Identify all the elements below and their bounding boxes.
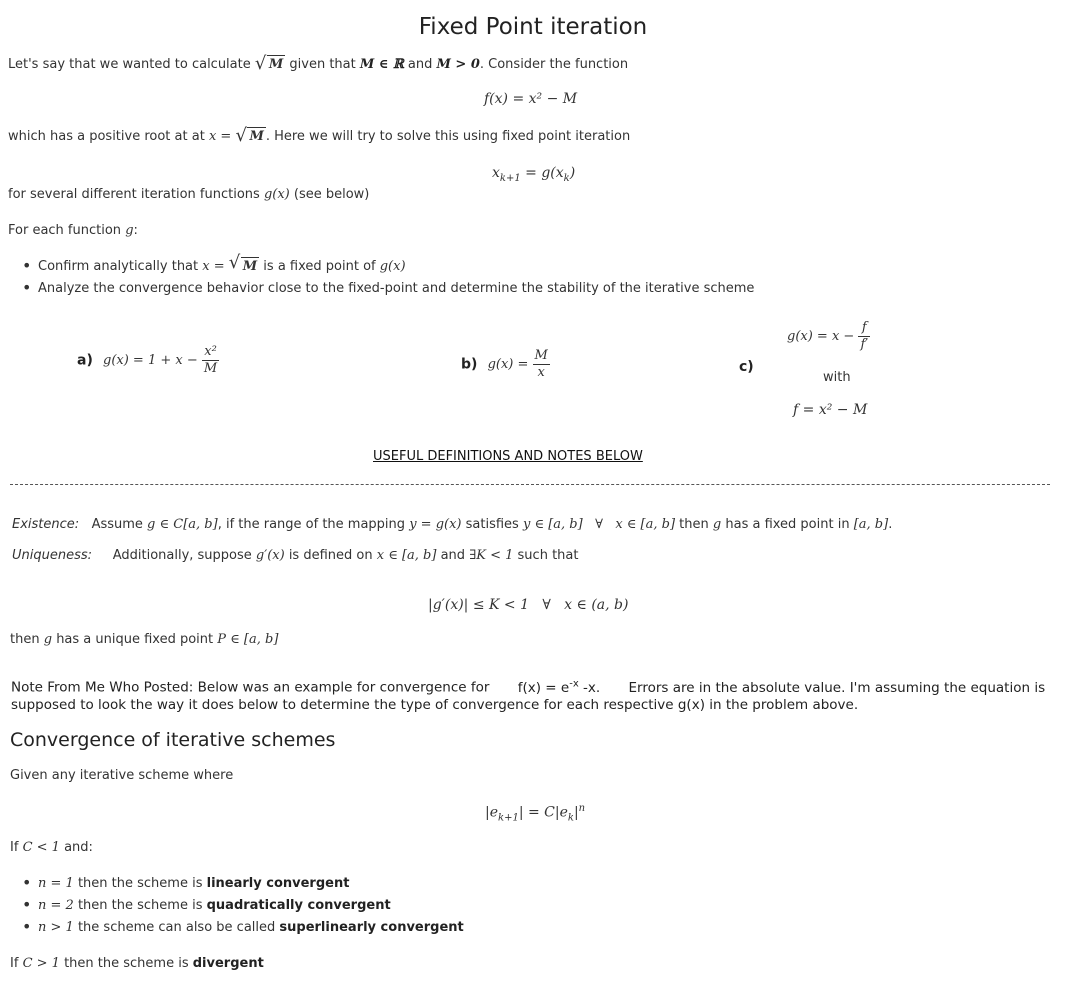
convergence-list <box>0 873 464 939</box>
list-item: • Analyze the convergence behavior close to the fixed-point and determine the stability of the iterative scheme <box>38 278 754 300</box>
part-a: a) g(x) = 1 + x − $\frac{\text{x²}}{M}$ <box>77 344 218 376</box>
list-item: • Confirm analytically that x = √ M is a fixed point of g(x) <box>38 256 754 278</box>
page-title: Fixed Point iteration <box>418 14 648 40</box>
equation-f: f(x) = x² − M <box>484 91 578 107</box>
iteration-equation: $x_{k+1} = g(x_k)$ <box>492 165 576 184</box>
list-item: • n = 1 then the scheme is linearly convergent <box>38 873 464 895</box>
useful-heading: USEFUL DEFINITIONS AND NOTES BELOW <box>373 449 643 464</box>
note-line-2: supposed to look the way it does below to determine the type of convergence for each respective g(x) in the problem above. <box>11 697 859 713</box>
task-list <box>0 252 755 300</box>
unique-fixed-point-line: then g has a unique fixed point P ∈ [a, b] <box>10 632 279 647</box>
list-item: • n > 1 the scheme can also be called superlinearly convergent <box>38 917 464 939</box>
lipschitz-equation: |g′(x)| ≤ K < 1 ∀ x ∈ (a, b) <box>428 597 629 613</box>
part-c-equation: g(x) = x − $\frac{f}{f'}$ <box>787 320 869 352</box>
uniqueness-line: Uniqueness: Additionally, suppose g′(x) is defined on x ∈ [a, b] and ∃K < 1 such that <box>12 548 579 563</box>
intro-line: Let's say that we wanted to calculate √ M given that M ∈ ℝ and M > 0. Consider the function <box>8 53 629 74</box>
several-functions-line: for several different iteration functions g(x) (see below) <box>8 187 370 202</box>
part-c-label: c) <box>739 359 754 375</box>
part-c-f-definition: f = x² − M <box>793 402 868 418</box>
for-each-line: For each function g: <box>8 223 138 238</box>
if-c-less-line: If C < 1 and: <box>10 840 93 855</box>
list-item: • n = 2 then the scheme is quadratically convergent <box>38 895 464 917</box>
given-line: Given any iterative scheme where <box>10 768 234 783</box>
sqrt-M: √ M <box>254 53 284 74</box>
if-c-more-line: If C > 1 then the scheme is divergent <box>10 956 264 971</box>
root-line: which has a positive root at at x = √ M . Here we will try to solve this using fixed point iteration <box>8 125 631 146</box>
part-c-with: with <box>823 370 851 385</box>
divider <box>10 484 1050 485</box>
existence-line: Existence: Assume g ∈ C[a, b], if the range of the mapping y = g(x) satisfies y ∈ [a, b] ∀ x ∈ [a, b] then g has a fixed point in [a, b]. <box>12 517 893 532</box>
error-equation: $|e_{k+1}| = C|e_k|^n$ <box>485 803 586 824</box>
note-line-1: Note From Me Who Posted: Below was an example for convergence for $f(x) = e^{-x}$ -x. Errors are in the absolute value. I'm assuming the equation is <box>11 678 1046 696</box>
part-b: b) g(x) = $\frac{M}{x}$ <box>461 348 548 380</box>
convergence-heading: Convergence of iterative schemes <box>10 729 336 751</box>
